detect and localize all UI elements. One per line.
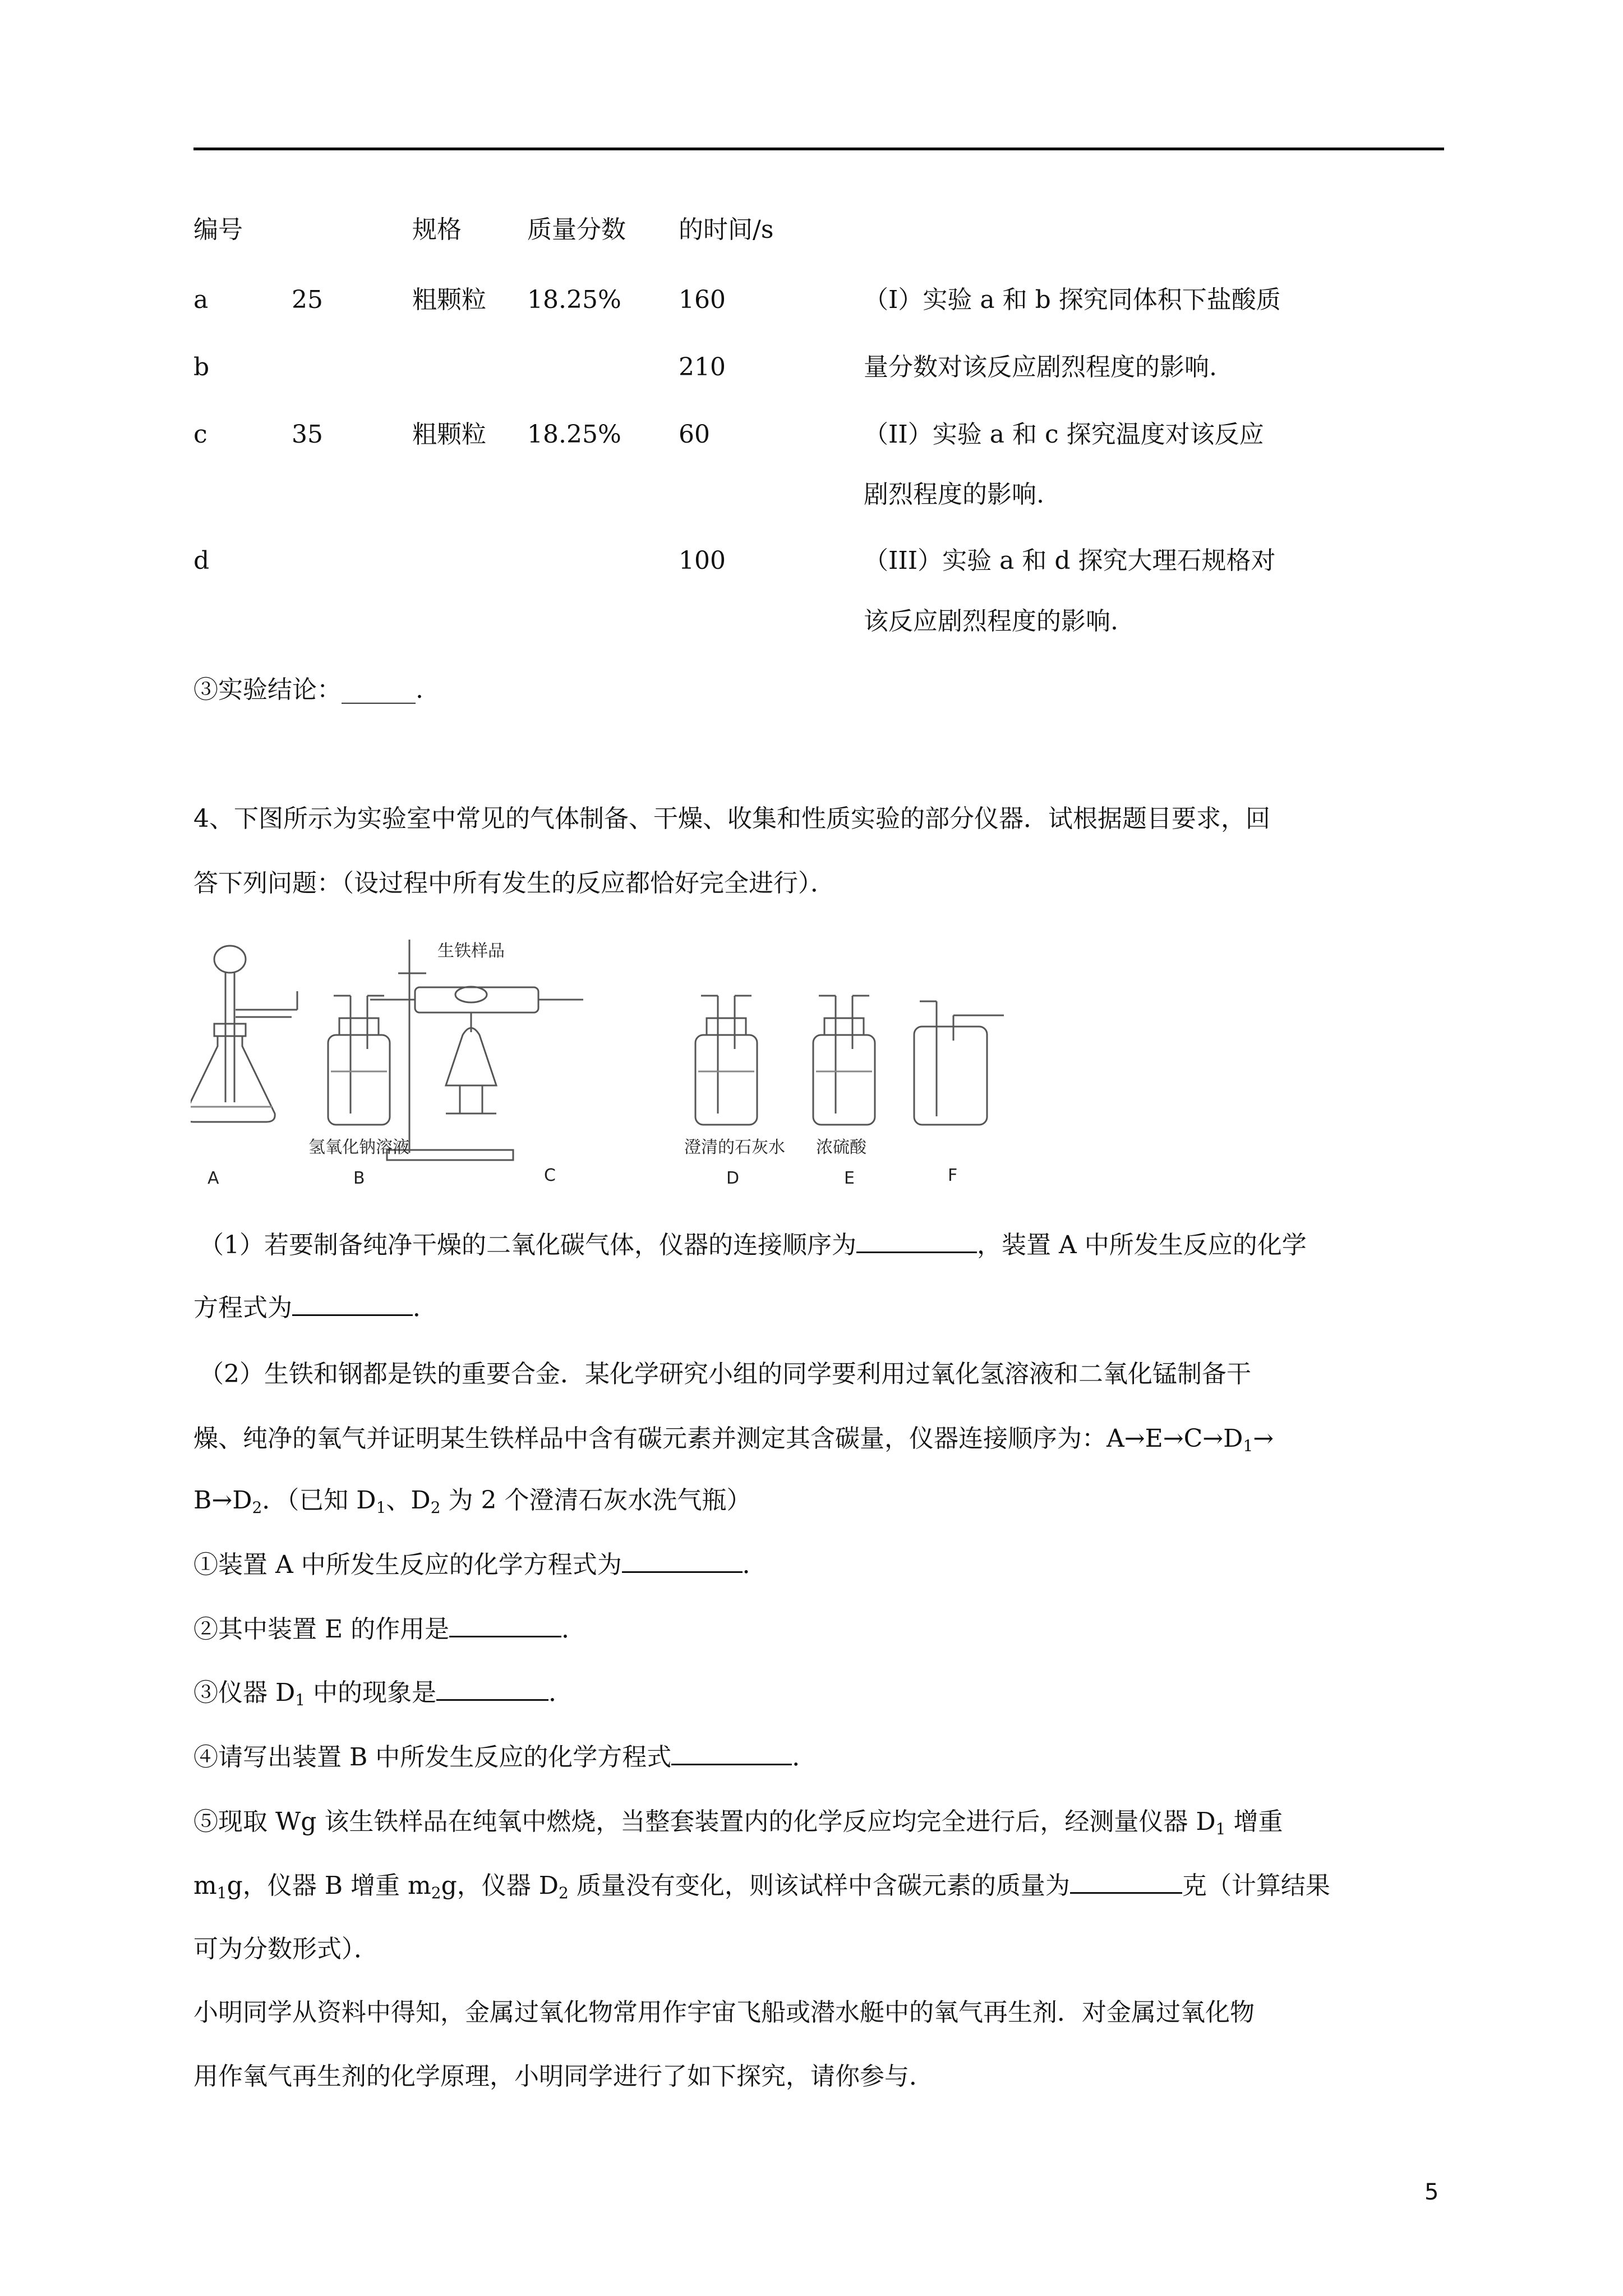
caption-d: 澄清的石灰水 (684, 1138, 785, 1157)
table-cell-time: 100 (679, 546, 726, 575)
q4-part2-line3: $B\to D_2$．（已知 $D_1$、$D_2$ 为 2 个澄清石灰水洗气瓶） (193, 1486, 751, 1517)
table-header-time: 的时间/s (679, 215, 774, 244)
apparatus-f (914, 1001, 1004, 1125)
table-cell-id: d (193, 546, 210, 575)
apparatus-figure (191, 928, 1077, 1186)
label-d: D (726, 1168, 740, 1186)
answer-blank[interactable] (856, 1232, 977, 1253)
q4-part1-line1: （1）若要制备纯净干燥的二氧化碳气体，仪器的连接顺序为 ，装置 A 中所发生反应的化学 (199, 1231, 1307, 1259)
apparatus-b (328, 996, 390, 1125)
sample-label: 生铁样品 (437, 941, 505, 961)
experiment-conclusion: ③实验结论：______. (193, 675, 423, 704)
q4-intro-line1: 4、下图所示为实验室中常见的气体制备、干燥、收集和性质实验的部分仪器．试根据题目要求，回 (193, 804, 1270, 833)
table-cell-time: 210 (679, 353, 726, 381)
q4-item5-line3: 可为分数形式）． (193, 1935, 379, 1963)
table-note: 量分数对该反应剧烈程度的影响. (864, 353, 1217, 381)
answer-blank[interactable] (671, 1745, 792, 1765)
table-note: 剧烈程度的影响. (864, 480, 1044, 509)
answer-blank[interactable] (1070, 1873, 1182, 1894)
answer-blank[interactable] (449, 1617, 561, 1637)
label-b: B (353, 1168, 365, 1186)
q4-part2-line1: （2）生铁和钢都是铁的重要合金．某化学研究小组的同学要利用过氧化氢溶液和二氧化锰制备干 (199, 1360, 1251, 1388)
header-rule (193, 148, 1444, 150)
table-cell-conc: 18.25% (527, 286, 621, 314)
table-cell-temp: 25 (292, 286, 323, 314)
caption-b: 氢氧化钠溶液 (308, 1138, 409, 1157)
label-a: A (208, 1168, 219, 1186)
table-cell-time: 60 (679, 420, 710, 449)
apparatus-c (370, 940, 583, 1160)
table-cell-id: a (193, 286, 209, 314)
table-cell-time: 160 (679, 286, 726, 314)
q4-item1: ①装置 A 中所发生反应的化学方程式为 ． (193, 1550, 767, 1579)
table-cell-spec: 粗颗粒 (412, 286, 486, 314)
table-cell-temp: 35 (292, 420, 323, 449)
q4-intro-line2: 答下列问题：（设过程中所有发生的反应都恰好完全进行）． (193, 869, 835, 898)
tail-paragraph-line1: 小明同学从资料中得知，金属过氧化物常用作宇宙飞船或潜水艇中的氧气再生剂．对金属过氧化物 (193, 1998, 1255, 2027)
table-note: （I）实验 a 和 b 探究同体积下盐酸质 (864, 286, 1281, 314)
table-cell-id: b (193, 353, 210, 381)
apparatus-a (191, 946, 297, 1122)
table-header-conc: 质量分数 (527, 215, 626, 244)
answer-blank[interactable] (292, 1295, 413, 1316)
tail-paragraph-line2: 用作氧气再生剂的化学原理，小明同学进行了如下探究，请你参与． (193, 2062, 934, 2091)
label-f: F (948, 1166, 958, 1185)
answer-blank[interactable] (622, 1552, 743, 1573)
table-header-id: 编号 (193, 215, 243, 244)
table-note: （II）实验 a 和 c 探究温度对该反应 (864, 420, 1264, 449)
table-header-spec: 规格 (412, 215, 462, 244)
q4-part1-line2: 方程式为 ． (193, 1294, 437, 1322)
page-number: 5 (1424, 2179, 1439, 2205)
q4-item3: ③仪器 $D_1$ 中的现象是 ． (193, 1678, 574, 1709)
table-note: 该反应剧烈程度的影响. (864, 607, 1118, 636)
caption-e: 浓硫酸 (816, 1138, 866, 1157)
label-c: C (544, 1166, 556, 1185)
q4-item4: ④请写出装置 B 中所发生反应的化学方程式 ． (193, 1743, 817, 1772)
label-e: E (844, 1168, 855, 1186)
q4-item5-line2: $m_1g$，仪器 B 增重 $m_2g$，仪器 $D_2$ 质量没有变化，则该试样中含碳元素的质量为 克（计算结果 (193, 1871, 1330, 1902)
q4-item2: ②其中装置 E 的作用是 ． (193, 1615, 587, 1644)
apparatus-e (813, 996, 875, 1125)
q4-item5-line1: ⑤现取 Wg 该生铁样品在纯氧中燃烧，当整套装置内的化学反应均完全进行后，经测量仪器 $D_1$ 增重 (193, 1807, 1283, 1838)
table-cell-conc: 18.25% (527, 420, 621, 449)
table-note: （III）实验 a 和 d 探究大理石规格对 (864, 546, 1276, 575)
apparatus-d (695, 996, 757, 1125)
table-cell-id: c (193, 420, 208, 449)
q4-part2-line2: 燥、纯净的氧气并证明某生铁样品中含有碳元素并测定其含碳量，仪器连接顺序为：$A\to E\to C\to D_1\to$ (193, 1424, 1274, 1455)
answer-blank[interactable] (436, 1680, 548, 1701)
table-cell-spec: 粗颗粒 (412, 420, 486, 449)
